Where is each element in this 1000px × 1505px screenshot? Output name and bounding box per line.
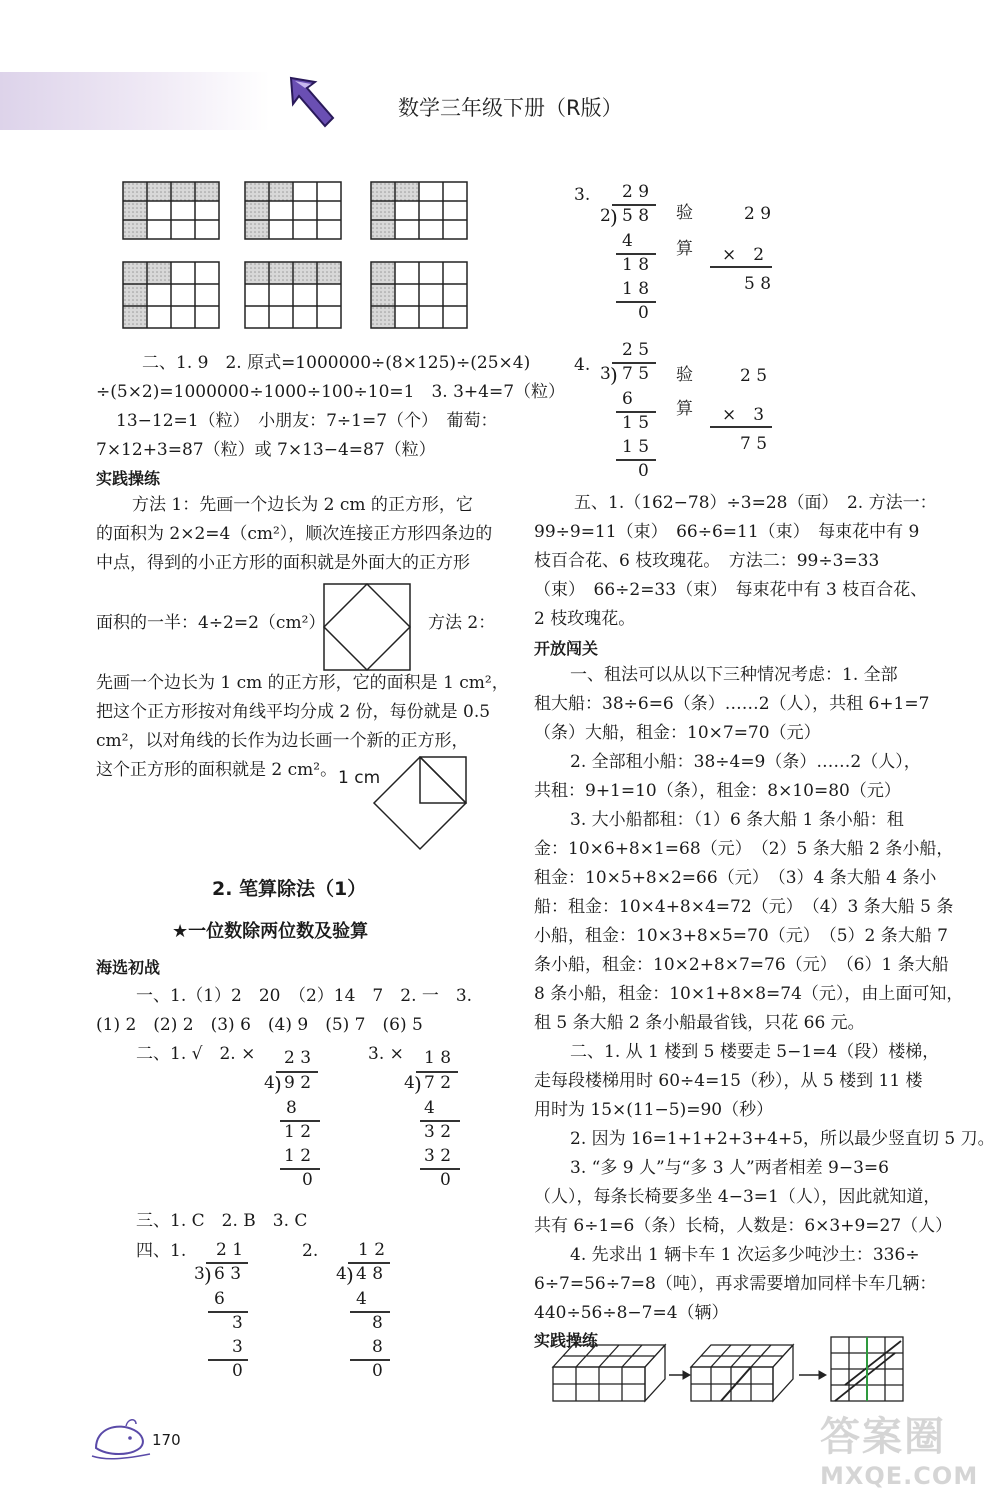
wu-line-5: 2 枝玫瑰花。: [534, 609, 636, 629]
half-line-left: 面积的一半：4÷2=2（cm²）: [96, 613, 326, 633]
item3-label: 3.: [574, 185, 591, 205]
kaifang-line: 租金：10×5+8×2=66（元） （3）4 条大船 4 条小: [534, 868, 937, 888]
watermark-bottom: MXQE.COM: [820, 1462, 979, 1490]
header-decoration-band: [0, 72, 270, 130]
check-a: 2 9: [744, 204, 772, 224]
watermark-logo: [820, 1405, 990, 1500]
step: 3: [232, 1337, 243, 1357]
wu-line-2: 99÷9=11（束） 66÷6=11（束） 每束花中有 9: [534, 522, 920, 542]
practice2-title: 实践操练: [534, 1331, 599, 1350]
practice-title: 实践操练: [96, 469, 161, 488]
bracket: ): [204, 1263, 212, 1287]
kaifang-line: 二、1. 从 1 楼到 5 楼要走 5−1=4（段）楼梯，: [570, 1042, 940, 1062]
step: 6: [622, 389, 633, 409]
bracket: ): [610, 205, 618, 229]
bracket: ): [414, 1072, 422, 1096]
quotient: 2 3: [284, 1048, 312, 1068]
er2-prefix: 二、1. √ 2. ×: [136, 1044, 256, 1064]
check-label: 验: [676, 365, 693, 385]
page-number: 170: [152, 1431, 181, 1449]
method2-line-1: 先画一个边长为 1 cm 的正方形，它的面积是 1 cm²，: [96, 673, 509, 693]
watermark-top: 答案圈: [820, 1414, 946, 1460]
check-label: 算: [676, 399, 693, 419]
step: 4: [424, 1098, 435, 1118]
step: 0: [232, 1361, 243, 1381]
method2-line-3: cm²，以对角线的长作为边长画一个新的正方形，: [96, 731, 469, 751]
step: 0: [302, 1170, 313, 1190]
kaifang-line: 3. 大小船都租：（1）6 条大船 1 条小船：租: [570, 810, 904, 830]
si-label: 四、1.: [136, 1241, 187, 1261]
arrow-logo-icon: [285, 72, 345, 132]
dividend: 7 2: [424, 1073, 452, 1093]
quotient: 2 5: [622, 340, 650, 360]
half-line-right: 方法 2：: [428, 613, 496, 633]
divisor: 3: [194, 1264, 205, 1284]
step: 1 5: [622, 413, 650, 433]
kaifang-line: 6÷7=56÷7=8（吨），再求需要增加同样卡车几辆：: [534, 1274, 937, 1294]
step: 1 8: [622, 255, 650, 275]
step: 0: [372, 1361, 383, 1381]
kaifang-line: 共租：9+1=10（条），租金：8×10=80（元）: [534, 781, 901, 801]
er2-item3: 3. ×: [368, 1044, 404, 1064]
step: 0: [638, 303, 649, 323]
step: 8: [372, 1313, 383, 1333]
step: 1 8: [622, 279, 650, 299]
dividend: 4 8: [356, 1264, 384, 1284]
haixuan-title: 海选初战: [96, 958, 161, 977]
step: 1 2: [284, 1122, 312, 1142]
step: 3 2: [424, 1122, 452, 1142]
kaifang-line: （人），每条长椅要多坐 4−3=1（人），因此就知道，: [534, 1187, 941, 1207]
kaifang-line: 一、租法可以从以下三种情况考虑：1. 全部: [570, 665, 898, 685]
kaifang-line: 小船，租金：10×3+8×5=70（元） （5）2 条大船 7: [534, 926, 948, 946]
check-a: 2 5: [740, 366, 768, 386]
page-header-title: 数学三年级下册（R版）: [398, 96, 623, 120]
kaifang-line: 3. “多 9 人”与“多 3 人”两者相差 9−3=6: [570, 1158, 889, 1178]
divisor: 4: [336, 1264, 347, 1284]
wu-line-3: 枝百合花、6 枝玫瑰花。 方法二：99÷3=33: [534, 551, 880, 571]
divisor: 2: [600, 206, 611, 226]
kaifang-line: 440÷56÷8−7=4（辆）: [534, 1303, 729, 1323]
step-bar: [350, 1359, 390, 1361]
dividend: 5 8: [622, 206, 650, 226]
kaifang-line: 共有 6÷1=6（条）长椅，人数是：6×3+9=27（人）: [534, 1216, 953, 1236]
divisor: 4: [404, 1073, 415, 1093]
er-line-3: 13−12=1（粒） 小朋友：7÷1=7（个） 葡萄：: [116, 411, 498, 431]
wu-line-1: 五、1.（162−78）÷3=28（面） 2. 方法一：: [574, 493, 937, 513]
si-item2: 2.: [302, 1241, 319, 1261]
divisor: 4: [264, 1073, 275, 1093]
step-bar: [280, 1168, 320, 1170]
bracket: ): [346, 1263, 354, 1287]
step: 0: [440, 1170, 451, 1190]
grid-figures: [120, 180, 500, 330]
step: 4: [622, 231, 633, 251]
check-bar: [710, 266, 772, 268]
prism-cutting-figure: [545, 1335, 915, 1405]
practice-line-2: 的面积为 2×2=4（cm²），顺次连接正方形四条边的: [96, 524, 493, 544]
quotient: 1 8: [424, 1048, 452, 1068]
practice-line-3: 中点，得到的小正方形的面积就是外面大的正方形: [96, 553, 470, 573]
method2-line-2: 把这个正方形按对角线平均分成 2 份，每份就是 0.5: [96, 702, 491, 722]
step: 8: [286, 1098, 297, 1118]
practice-line-1: 方法 1：先画一个边长为 2 cm 的正方形，它: [132, 495, 473, 515]
dividend: 6 3: [214, 1264, 242, 1284]
step-bar: [350, 1311, 390, 1313]
step: 8: [372, 1337, 383, 1357]
step: 3: [232, 1313, 243, 1333]
check-label: 算: [676, 239, 693, 259]
kaifang-line: 租 5 条大船 2 条小船最省钱，只花 66 元。: [534, 1013, 865, 1033]
kaifang-line: 走每段楼梯用时 60÷4=15（秒），从 5 楼到 11 楼: [534, 1071, 923, 1091]
divisor: 3: [600, 364, 611, 384]
dividend: 7 5: [622, 364, 650, 384]
kaifang-line: 租大船：38÷6=6（条）……2（人），共租 6+1=7: [534, 694, 930, 714]
kaifang-line: 金：10×6+8×1=68（元） （2）5 条大船 2 条小船，: [534, 839, 954, 859]
check-b: × 3: [722, 405, 765, 425]
step-bar: [616, 301, 656, 303]
cm-label: 1 cm: [338, 768, 381, 788]
kaifang-line: 8 条小船，租金：10×1+8×8=74（元），由上面可知，: [534, 984, 964, 1004]
diagonal-square-figure: [372, 755, 492, 851]
step-bar: [616, 459, 656, 461]
san-line: 三、1. C 2. B 3. C: [136, 1211, 308, 1231]
quotient: 2 9: [622, 182, 650, 202]
check-bar: [710, 426, 772, 428]
step: 1 5: [622, 437, 650, 457]
step: 0: [638, 461, 649, 481]
method2-line-4: 这个正方形的面积就是 2 cm²。: [96, 760, 338, 780]
kaifang-line: 4. 先求出 1 辆卡车 1 次运多少吨沙土：336÷: [570, 1245, 920, 1265]
section-title: 2. 笔算除法（1）: [212, 878, 367, 900]
er-line-1: 二、1. 9 2. 原式=1000000÷(8×125)÷(25×4): [142, 353, 531, 373]
bracket: ): [610, 363, 618, 387]
check-label: 验: [676, 203, 693, 223]
kaifang-line: 2. 全部租小船：38÷4=9（条）……2（人），: [570, 752, 921, 772]
kaifang-line: 用时为 15×(11−5)=90（秒）: [534, 1100, 774, 1120]
step: 1 2: [284, 1146, 312, 1166]
yi-line-1: 一、1.（1）2 20 （2）14 7 2. 一 3.: [136, 986, 473, 1006]
kaifang-line: 条小船，租金：10×2+8×7=76（元） （6）1 条大船: [534, 955, 949, 975]
check-b: × 2: [722, 245, 765, 265]
whale-icon: [90, 1412, 160, 1462]
wu-line-4: （束） 66÷2=33（束） 每束花中有 3 枝百合花、: [534, 580, 928, 600]
step: 6: [214, 1289, 225, 1309]
kaifang-line: 2. 因为 16=1+1+2+3+4+5，所以最少竖直切 5 刀。: [570, 1129, 995, 1149]
dividend: 9 2: [284, 1073, 312, 1093]
step: 4: [356, 1289, 367, 1309]
kaifang-line: 船：租金：10×4+8×4=72（元） （4）3 条大船 5 条: [534, 897, 954, 917]
quotient: 1 2: [358, 1240, 386, 1260]
yi-line-2: (1) 2 (2) 2 (3) 6 (4) 9 (5) 7 (6) 5: [96, 1015, 423, 1035]
item4-label: 4.: [574, 355, 591, 375]
er-line-2: ÷(5×2)=1000000÷1000÷100÷10=1 3. 3+4=7（粒）: [96, 382, 566, 402]
subsection-title: ★一位数除两位数及验算: [172, 921, 369, 942]
square-diamond-figure: [322, 582, 412, 672]
quotient: 2 1: [216, 1240, 244, 1260]
kaifang-line: （条）大船，租金：10×7=70（元）: [534, 723, 821, 743]
er-line-4: 7×12+3=87（粒）或 7×13−4=87（粒）: [96, 440, 436, 460]
kaifang-title: 开放闯关: [534, 639, 599, 658]
check-result: 7 5: [740, 434, 768, 454]
step: 3 2: [424, 1146, 452, 1166]
check-result: 5 8: [744, 274, 772, 294]
bracket: ): [274, 1072, 282, 1096]
